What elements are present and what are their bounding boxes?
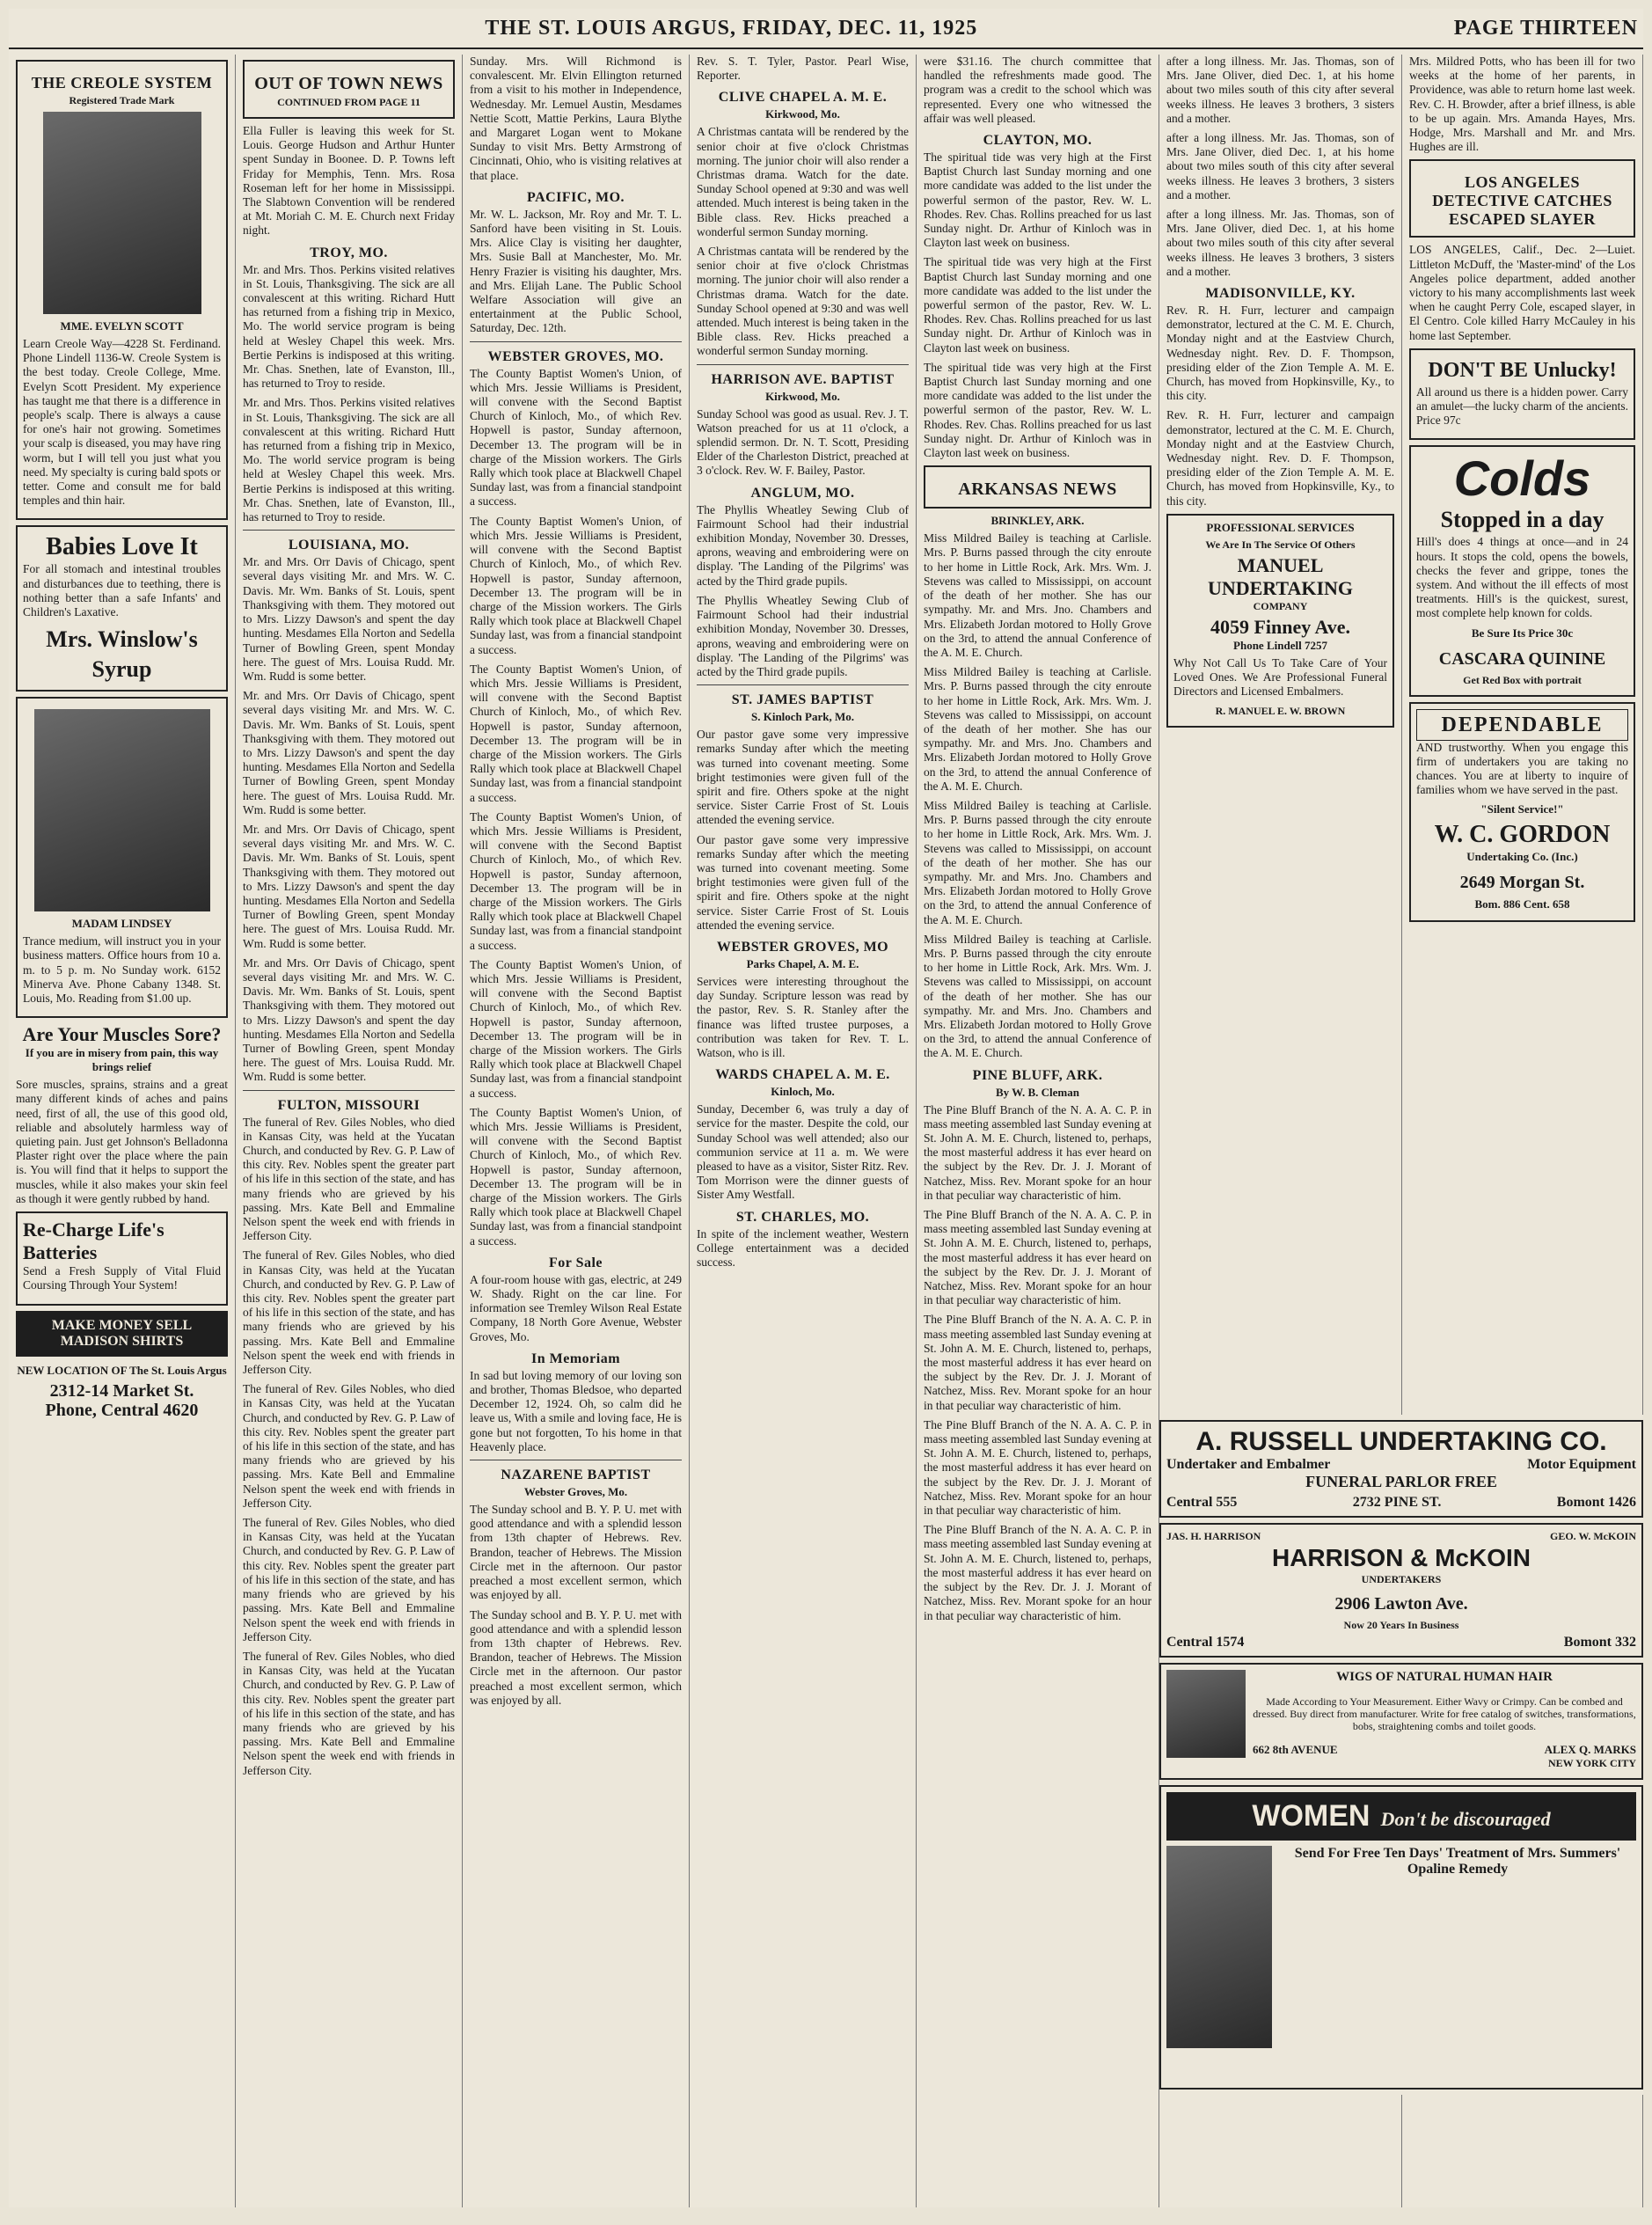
forsale-text: A four-room house with gas, electric, at 249 W. Shady. Right on the car line. For information see Tremley Wilson Real Estate Company, 18 North Gore Avenue, Webster Groves, Mo. (470, 1272, 682, 1343)
russell-name: A. RUSSELL UNDERTAKING CO. (1195, 1427, 1607, 1456)
clive-text: A Christmas cantata will be rendered by the senior choir at five o'clock Christmas morning. The junior choir will also render a Christmas drama. Watch for the date. Sunday School opened at 9:30 and was well attended. Much interest is being taken in the Bible class. Rev. Hicks preached a wonderful sermon Sunday morning. (697, 125, 909, 238)
russell-right: Motor Equipment (1527, 1457, 1636, 1472)
unlucky-text: All around us there is a hidden power. Carry an amulet—the lucky charm of the ancients. Price 97c (1416, 384, 1628, 428)
la-title: LOS ANGELES DETECTIVE CATCHES ESCAPED SLAYER (1432, 173, 1612, 229)
arkansas-title: ARKANSAS NEWS (958, 479, 1117, 500)
recharge-text: Send a Fresh Supply of Vital Fluid Coursing Through Your System! (23, 1264, 221, 1292)
recharge-ad (16, 1211, 228, 1305)
fulton-title: FULTON, MISSOURI (277, 1097, 420, 1113)
manuel-company: COMPANY (1253, 599, 1308, 612)
harrison-name: HARRISON & McKOIN (1271, 1544, 1531, 1571)
wigs-city: NEW YORK CITY (1547, 1757, 1636, 1769)
james-text-2: Our pastor gave some very impressive remarks Sunday after which the meeting was turned into covenant meeting. Some bright testimonies were given full of the spirit and fire. Others spoke at the night service. Sister Carrie Frost of St. Louis attended the evening service. (697, 832, 909, 932)
gordon-name: W. C. GORDON (1434, 821, 1611, 849)
gordon-phones: Bom. 886 Cent. 658 (1474, 897, 1570, 911)
divider (243, 1090, 455, 1091)
wigs-ad (1159, 1663, 1643, 1780)
anglum-text-2: The Phyllis Wheatley Sewing Club of Fairmount School had their industrial exhibition Monday, November 30. Dresses, aprons, weaving and embroidering were on display. 'The Landing of the Pilgrims' was acted by the Third grade pupils. (697, 593, 909, 678)
wigs-name: ALEX Q. MARKS (1544, 1743, 1636, 1756)
manuel-address: 4059 Finney Ave. (1210, 615, 1351, 638)
pine-text-2: The Pine Bluff Branch of the N. A. A. C. P. in mass meeting assembled last Sunday evening at St. John A. M. E. Church, listened to, perhaps, the most masterful address it has ever heard on the subject by the Rev. Dr. J. J. Morant of Natchez, Miss. Rev. Morant spoke for an hour in that peculiar way characteristic of him. (924, 1208, 1151, 1307)
column-2 (236, 55, 463, 2207)
russell-central: Central 555 (1166, 1495, 1238, 1510)
column-3 (463, 55, 690, 2207)
col7-top-text: Mrs. Mildred Potts, who has been ill for two weeks at the home of her parents, in Providence, was able to return home last week. Rev. C. H. Browder, after a brief illness, is able to be up again. Mrs. Amanda Hayes, Mrs. Hodge, Mrs. Marshall and Mr. and Mrs. Hughes are ill. (1409, 55, 1635, 154)
winslow-title: Mrs. Winslow's Syrup (46, 626, 198, 683)
harrison-left: JAS. H. HARRISON (1166, 1530, 1261, 1542)
unlucky-title: DON'T BE Unlucky! (1428, 358, 1617, 382)
wards-text: Sunday, December 6, was truly a day of service for the master. Despite the cold, our Sunday School was well attended; also our communion service at 11 a. m. We were pleased to have as a visitor, Sister Ritz. Rev. Tom Morrison were the dinner guests of Sister Amy Westfall. (697, 1102, 909, 1202)
argus-title: NEW LOCATION OF The St. Louis Argus (17, 1363, 227, 1377)
james-text: Our pastor gave some very impressive remarks Sunday after which the meeting was turned into covenant meeting. Some bright testimonies were given full of the spirit and fire. Others spoke at the night service. Sister Carrie Frost of St. Louis attended the evening service. (697, 728, 909, 827)
lindsey-portrait (34, 709, 210, 911)
creole-sub: Registered Trade Mark (69, 94, 175, 106)
masthead-title: THE ST. LOUIS ARGUS, FRIDAY, DEC. 11, 1925 (485, 16, 978, 40)
clayton-title: CLAYTON, MO. (983, 133, 1093, 149)
gordon-address: 2649 Morgan St. (1459, 873, 1585, 893)
recharge-title: Re-Charge Life's Batteries (23, 1219, 164, 1264)
fulton-text-4: The funeral of Rev. Giles Nobles, who died in Kansas City, was held at the Yucatan Church, and conducted by Rev. G. P. Law of this city. Rev. Nobles spent the greater part of his life in this section of the state, and has many friends who are grieved by his passing. Mrs. Kate Bell and Emmaline Nelson spent the week end with friends in Jefferson City. (243, 1516, 455, 1643)
wigs-title: WIGS OF NATURAL HUMAN HAIR (1336, 1670, 1553, 1684)
harrison-address: 2906 Lawton Ave. (1334, 1594, 1468, 1614)
harrison-right: GEO. W. McKOIN (1549, 1530, 1636, 1542)
pine-title: PINE BLUFF, ARK. (972, 1067, 1103, 1083)
fulton-text-3: The funeral of Rev. Giles Nobles, who died in Kansas City, was held at the Yucatan Church, and conducted by Rev. G. P. Law of this city. Rev. Nobles spent the greater part of his life in this section of the state, and has many friends who are grieved by his passing. Mrs. Kate Bell and Emmaline Nelson spent the week end with friends in Jefferson City. (243, 1382, 455, 1510)
louisiana-text-3: Mr. and Mrs. Orr Davis of Chicago, spent several days visiting Mr. and Mrs. W. C. Davis. Mr. Wm. Banks of St. Louis, spent Thanksgiving with them. They motored out to Mrs. Lizzy Dawson's and spent the day hunting. Mesdames Ella Norton and Sedella Turner of Bowling Green, spent Monday here. The guest of Mrs. Louisa Rudd. Mr. Wm. Rudd is some better. (243, 822, 455, 950)
russell-bomont: Bomont 1426 (1556, 1495, 1636, 1510)
col5-top-text: were $31.16. The church committee that handled the refreshments made good. The program was a credit to the school which was represented. Every one who witnessed the affair was well pleased. (924, 55, 1151, 125)
column-4 (690, 55, 917, 2207)
women-text: Send For Free Ten Days' Treatment of Mrs. Summers' Opaline Remedy (1294, 1846, 1621, 1877)
pacific-title: PACIFIC, MO. (526, 189, 625, 205)
la-header (1409, 159, 1635, 238)
col3-top-text: Sunday. Mrs. Will Richmond is convalescent. Mr. Elvin Ellington returned from a visit to his mother in Independence, Wednesday. Mr. Lemuel Austin, Mesdames Nettie Scott, Mattie Perkins, Laura Blythe and Margaret Logan went to Mokane Sunday to visit Mrs. Betty Armstrong of Cincinnati, Ohio, who is visiting relatives at that place. (470, 55, 682, 182)
colds-ad (1409, 445, 1635, 696)
pine-text: The Pine Bluff Branch of the N. A. A. C. P. in mass meeting assembled last Sunday evening at St. John A. M. E. Church, listened to, perhaps, the most masterful address it has ever heard on the subject by the Rev. Dr. J. J. Morant of Natchez, Miss. Rev. Morant spoke for an hour in that peculiar way characteristic of him. (924, 1102, 1151, 1202)
arkansas-text-2: Miss Mildred Bailey is teaching at Carlisle. Mrs. P. Burns passed through the city enroute to her home in Little Rock, Ark. Mrs. Wm. J. Stevens was called to Mississippi, on account of the death of her mother. She has our sympathy. Mr. and Mrs. Jno. Chambers and Mrs. Elizabeth Jordan motored to Holly Grove on the 3rd, to attend the annual Conference of the A. M. E. Church. (924, 665, 1151, 793)
muscles-ad (16, 1023, 228, 1206)
wards-title: WARDS CHAPEL A. M. E. (715, 1067, 890, 1083)
divider (470, 341, 682, 342)
wigs-text: Made According to Your Measurement. Either Wavy or Crimpy. Can be combed and dressed. Buy direct from manufacturer. Write for free catalog of switches, transformations, bobs, straightening combs and toilet goods. (1253, 1695, 1636, 1732)
clayton-text-2: The spiritual tide was very high at the First Baptist Church last Sunday morning and one more candidate was added to the list under the powerful sermon of the pastor, Rev. W. L. Rhodes. Rev. Chas. Rollins preached for us last Sunday night. Dr. Arthur of Kinloch was in Clayton last week on business. (924, 255, 1151, 355)
newspaper-page (9, 9, 1643, 2207)
harrison-ave-title: HARRISON AVE. BAPTIST (711, 371, 895, 387)
gordon-ad (1409, 702, 1635, 923)
harrison-years: Now 20 Years In Business (1343, 1619, 1459, 1631)
oot-header (243, 60, 455, 119)
madison-title: MADISONVILLE, KY. (1205, 286, 1356, 302)
argus-phone: Phone, Central 4620 (45, 1400, 199, 1420)
col6-top-text-2: after a long illness. Mr. Jas. Thomas, son of Mrs. Jane Oliver, died Dec. 1, at his home about two miles south of this city after several weeks illness. He leaves 3 brothers, 3 sisters and a mother. (1166, 131, 1394, 201)
col6-top-text: after a long illness. Mr. Jas. Thomas, son of Mrs. Jane Oliver, died Dec. 1, at his home about two miles south of this city after several weeks illness. He leaves 3 brothers, 3 sisters and a mother. (1166, 55, 1394, 125)
colds-brand: CASCARA QUININE (1438, 648, 1606, 669)
stcharles-text: In spite of the inclement weather, Western College entertainment was a decided success. (697, 1226, 909, 1269)
troy-text-2: Mr. and Mrs. Thos. Perkins visited relatives in St. Louis, Thanksgiving. The sick are all convalescent at this writing. Richard Hutt has returned from a fishing trip in Mexico, Mo. The world service program is being held at Wesley Chapel this week. Mrs. Bertie Perkins is indisposed at this writing. Mr. Chas. Snethen, late of Evanston, Ill., has returned to Troy to reside. (243, 396, 455, 524)
creole-name: MME. EVELYN SCOTT (60, 319, 184, 333)
argus-location (16, 1364, 228, 1420)
russell-ad (1159, 1420, 1643, 1518)
muscles-sub: If you are in misery from pain, this way brings relief (25, 1046, 219, 1074)
colds-price: Be Sure Its Price 30c (1471, 626, 1574, 640)
russell-left: Undertaker and Embalmer (1166, 1457, 1331, 1472)
unlucky-ad (1409, 348, 1635, 441)
parks-sub: Parks Chapel, A. M. E. (746, 956, 859, 970)
fulton-text-2: The funeral of Rev. Giles Nobles, who died in Kansas City, was held at the Yucatan Church, and conducted by Rev. G. P. Law of this city. Rev. Nobles spent the greater part of his life in this section of the state, and has many friends who are grieved by his passing. Mrs. Kate Bell and Emmaline Nelson spent the week end with friends in Jefferson City. (243, 1248, 455, 1377)
manuel-name: MANUEL UNDERTAKING (1207, 553, 1354, 599)
manuel-names: R. MANUEL E. W. BROWN (1215, 704, 1346, 717)
babies-title: Babies Love It (46, 533, 198, 561)
memoriam-title: In Memoriam (530, 1350, 621, 1366)
lindsey-text: Trance medium, will instruct you in your business matters. Office hours from 10 a. m. to 5 p. m. No Sunday work. 6152 Minerva Ave. Phone Cabany 1348. St. Louis, Mo. Reading from $1.00 up. (23, 934, 221, 1006)
nazarene-text: The Sunday school and B. Y. P. U. met with good attendance and with a splendid lesson from 13th chapter of Hebrews. Rev. Brandon, teacher of Hebrews. The Mission Circle met in the afternoon. Our pastor preached a most excellent sermon, which was enjoyed by all. (470, 1503, 682, 1602)
wigs-portrait (1166, 1670, 1246, 1758)
clayton-text: The spiritual tide was very high at the First Baptist Church last Sunday morning and one more candidate was added to the list under the powerful sermon of the pastor, Rev. W. L. Rhodes. Rev. Chas. Rollins preached for us last Sunday night. Dr. Arthur of Kinloch was in Clayton last week on business. (924, 150, 1151, 250)
oot-text: Ella Fuller is leaving this week for St. Louis. George Hudson and Arthur Hunter spent Sunday in Boonee. D. P. Towns left Friday for Memphis, Tenn. Mrs. Rosa Roseman left for her home in Mississippi. The Slabtown Convention will be rendered at Mt. Moriah C. M. E. Church next Friday night. (243, 124, 455, 238)
forsale-title: For Sale (548, 1255, 603, 1270)
column-5 (917, 55, 1159, 2207)
russell-free: FUNERAL PARLOR FREE (1305, 1473, 1497, 1490)
james-sub: S. Kinloch Park, Mo. (750, 710, 854, 724)
harrison-ave-sub: Kirkwood, Mo. (765, 389, 840, 403)
wigs-address: 662 8th AVENUE (1253, 1743, 1338, 1756)
muscles-title: Are Your Muscles Sore? (22, 1023, 222, 1046)
harrison-ave-text: Sunday School was good as usual. Rev. J. T. Watson preached for us at 11 o'clock, a splendid sermon. Dr. N. T. Scott, Presiding Elder of the Charleston District, preached at 3 o'clock. Rev. W. F. Bailey, Pastor. (697, 406, 909, 478)
webster-text-4: The County Baptist Women's Union, of which Mrs. Jessie Williams is President, will convene with the Second Baptist Church of Kinloch, Mo., of which Rev. Hopwell is pastor, Sunday afternoon, December 13. The program will be in charge of the Mission workers. The Girls Rally which took place at Blackwell Chapel Sunday last, was from a financial standpoint a success. (470, 809, 682, 952)
creole-ad (16, 60, 228, 520)
harrison-mckoin-ad (1159, 1523, 1643, 1658)
anglum-text: The Phyllis Wheatley Sewing Club of Fairmount School had their industrial exhibition Monday, November 30. Dresses, aprons, weaving and embroidering were on display. 'The Landing of the Pilgrims' was acted by the Third grade pupils. (697, 502, 909, 588)
harrison-bomont: Bomont 332 (1563, 1635, 1636, 1650)
harrison-central: Central 1574 (1166, 1635, 1245, 1650)
lindsey-ad (16, 697, 228, 1018)
arkansas-header (924, 465, 1151, 509)
louisiana-text-4: Mr. and Mrs. Orr Davis of Chicago, spent several days visiting Mr. and Mrs. W. C. Davis. Mr. Wm. Banks of St. Louis, spent Thanksgiving with them. They motored out to Mrs. Lizzy Dawson's and spent the day hunting. Mesdames Ella Norton and Sedella Turner of Bowling Green, spent Monday here. The guest of Mrs. Louisa Rudd. Mr. Wm. Rudd is some better. (243, 955, 455, 1084)
louisiana-text-2: Mr. and Mrs. Orr Davis of Chicago, spent several days visiting Mr. and Mrs. W. C. Davis. Mr. Wm. Banks of St. Louis, spent Thanksgiving with them. They motored out to Mrs. Lizzy Dawson's and spent the day hunting. Mesdames Ella Norton and Sedella Turner of Bowling Green, spent Monday here. The guest of Mrs. Louisa Rudd. Mr. Wm. Rudd is some better. (243, 689, 455, 816)
colds-title: Colds (1453, 450, 1591, 507)
webster-text-2: The County Baptist Women's Union, of which Mrs. Jessie Williams is President, will convene with the Second Baptist Church of Kinloch, Mo., of which Rev. Hopwell is pastor, Sunday afternoon, December 13. The program will be in charge of the Mission workers. The Girls Rally which took place at Blackwell Chapel Sunday last, was from a financial standpoint a success. (470, 514, 682, 656)
babies-text: For all stomach and intestinal troubles and disturbances due to teething, there is nothing better than a safe Infants' and Children's Laxative. (23, 562, 221, 619)
harrison-sub: UNDERTAKERS (1361, 1573, 1442, 1585)
arkansas-sub: BRINKLEY, ARK. (990, 514, 1085, 528)
creole-portrait (43, 112, 201, 314)
fulton-text: The funeral of Rev. Giles Nobles, who died in Kansas City, was held at the Yucatan Church, and conducted by Rev. G. P. Law of this city. Rev. Nobles spent the greater part of his life in this section of the state, and has many friends who are grieved by his passing. Mrs. Kate Bell and Emmaline Nelson spent the week end with friends in Jefferson City. (243, 1115, 455, 1243)
stcharles-title: ST. CHARLES, MO. (735, 1209, 870, 1225)
divider (697, 684, 909, 685)
troy-text: Mr. and Mrs. Thos. Perkins visited relatives in St. Louis, Thanksgiving. The sick are all convalescent at this writing. Richard Hutt has returned from a fishing trip in Mexico, Mo. The world service program is being held at Wesley Chapel this week. Mrs. Bertie Perkins is indisposed at this writing. Mr. Chas. Snethen, late of Evanston, Ill., has returned to Troy to reside. (243, 262, 455, 391)
arkansas-text-3: Miss Mildred Bailey is teaching at Carlisle. Mrs. P. Burns passed through the city enroute to her home in Little Rock, Ark. Mrs. Wm. J. Stevens was called to Mississippi, on account of the death of her mother. She has our sympathy. Mr. and Mrs. Jno. Chambers and Mrs. Elizabeth Jordan motored to Holly Grove on the 3rd, to attend the annual Conference of the A. M. E. Church. (924, 798, 1151, 926)
fulton-text-5: The funeral of Rev. Giles Nobles, who died in Kansas City, was held at the Yucatan Church, and conducted by Rev. G. P. Law of this city. Rev. Nobles spent the greater part of his life in this section of the state, and has many friends who are grieved by his passing. Mrs. Kate Bell and Emmaline Nelson spent the week end with friends in Jefferson City. (243, 1649, 455, 1777)
james-title: ST. JAMES BAPTIST (731, 692, 874, 708)
parks-title: WEBSTER GROVES, MO (716, 939, 889, 955)
pine-text-4: The Pine Bluff Branch of the N. A. A. C. P. in mass meeting assembled last Sunday evening at St. John A. M. E. Church, listened to, perhaps, the most masterful address it has ever heard on the subject by the Rev. Dr. J. J. Morant of Natchez, Miss. Rev. Morant spoke for an hour in that peculiar way characteristic of him. (924, 1417, 1151, 1518)
nazarene-sub: Webster Groves, Mo. (523, 1485, 628, 1499)
women-portrait (1166, 1846, 1272, 2048)
russell-address: 2732 PINE ST. (1352, 1495, 1442, 1510)
pacific-text: Mr. W. L. Jackson, Mr. Roy and Mr. T. L. Sanford have been visiting in St. Louis. Mrs. Alice Clay is visiting her daughter, Mrs. Susie Ball at Manchester, Mo. Mr. Henry Frazier is visiting his daughter, Mrs. and Mrs. Elijah Lane. The Public School Welfare Association will give an entertainment at the Public School, Saturday, Dec. 12th. (470, 207, 682, 335)
colds-box: Get Red Box with portrait (1463, 673, 1582, 686)
women-title: WOMEN (1252, 1799, 1371, 1833)
arkansas-text-4: Miss Mildred Bailey is teaching at Carlisle. Mrs. P. Burns passed through the city enroute to her home in Little Rock, Ark. Mrs. Wm. J. Stevens was called to Mississippi, on account of the death of her mother. She has our sympathy. Mr. and Mrs. Jno. Chambers and Mrs. Elizabeth Jordan motored to Holly Grove on the 3rd, to attend the annual Conference of the A. M. E. Church. (924, 932, 1151, 1060)
memoriam-text: In sad but loving memory of our loving son and brother, Thomas Bledsoe, who departed December 12, 1924. Oh, so calm did he leave us, With a smile and loving face, He is gone but not forgotten, To his home in that Heavenly place. (470, 1368, 682, 1453)
page-number: PAGE THIRTEEN (1453, 16, 1638, 40)
madison-text: Rev. R. H. Furr, lecturer and campaign demonstrator, lectured at the C. M. E. Church, Monday night and at the Eastview Church, Wednesday night. Rev. D. F. Thompson, presiding elder of the Zion Temple A. M. E. Church, has moved from Hopkinsville, Ky., to this city. (1166, 304, 1394, 403)
pine-sub: By W. B. Cleman (996, 1085, 1079, 1099)
webster-text-6: The County Baptist Women's Union, of which Mrs. Jessie Williams is President, will convene with the Second Baptist Church of Kinloch, Mo., of which Rev. Hopwell is pastor, Sunday afternoon, December 13. The program will be in charge of the Mission workers. The Girls Rally which took place at Blackwell Chapel Sunday last, was from a financial standpoint a success. (470, 1105, 682, 1248)
divider (697, 364, 909, 365)
babies-ad (16, 525, 228, 692)
clive-text-2: A Christmas cantata will be rendered by the senior choir at five o'clock Christmas morning. The junior choir will also render a Christmas drama. Watch for the date. Sunday School opened at 9:30 and was well attended. Much interest is being taken in the Bible class. Rev. Hicks preached a wonderful sermon Sunday morning. (697, 245, 909, 358)
masthead (9, 9, 1643, 49)
creole-title: THE CREOLE SYSTEM (31, 74, 213, 91)
manuel-phone: Phone Lindell 7257 (1233, 638, 1327, 652)
madison-text-2: Rev. R. H. Furr, lecturer and campaign demonstrator, lectured at the C. M. E. Church, Monday night and at the Eastview Church, Wednesday night. Rev. D. F. Thompson, presiding elder of the Zion Temple A. M. E. Church, has moved from Hopkinsville, Ky., to this city. (1166, 408, 1394, 508)
argus-address: 2312-14 Market St. (49, 1380, 194, 1401)
troy-title: TROY, MO. (310, 245, 388, 260)
lindsey-name: MADAM LINDSEY (71, 917, 172, 931)
webster-text: The County Baptist Women's Union, of which Mrs. Jessie Williams is President, will convene with the Second Baptist Church of Kinloch, Mo., of which Rev. Hopwell is pastor, Sunday afternoon, December 13. The program will be in charge of the Mission workers. The Girls Rally which took place at Blackwell Chapel Sunday last, was from a financial standpoint a success. (470, 366, 682, 509)
la-text: LOS ANGELES, Calif., Dec. 2—Luiet. Littleton McDuff, the 'Master-mind' of the Los Angeles police department, added another victory to his many accomplishments last week when he caught Perry Cole, escaped slayer, in El Centro. Cole killed Harry McCauley in his home last September. (1409, 243, 1635, 342)
prof-sub: We Are In The Service Of Others (1205, 538, 1356, 551)
louisiana-text: Mr. and Mrs. Orr Davis of Chicago, spent several days visiting Mr. and Mrs. W. C. Davis. Mr. Wm. Banks of St. Louis, spent Thanksgiving with them. They motored out to Mrs. Lizzy Dawson's and spent the day hunting. Mesdames Ella Norton and Sedella Turner of Bowling Green, spent Monday here. The guest of Mrs. Louisa Rudd. Mr. Wm. Rudd is some better. (243, 555, 455, 683)
pine-text-3: The Pine Bluff Branch of the N. A. A. C. P. in mass meeting assembled last Sunday evening at St. John A. M. E. Church, listened to, perhaps, the most masterful address it has ever heard on the subject by the Rev. Dr. J. J. Morant of Natchez, Miss. Rev. Morant spoke for an hour in that peculiar way characteristic of him. (924, 1313, 1151, 1412)
webster-text-5: The County Baptist Women's Union, of which Mrs. Jessie Williams is President, will convene with the Second Baptist Church of Kinloch, Mo., of which Rev. Hopwell is pastor, Sunday afternoon, December 13. The program will be in charge of the Mission workers. The Girls Rally which took place at Blackwell Chapel Sunday last, was from a financial standpoint a success. (470, 957, 682, 1100)
webster-text-3: The County Baptist Women's Union, of which Mrs. Jessie Williams is President, will convene with the Second Baptist Church of Kinloch, Mo., of which Rev. Hopwell is pastor, Sunday afternoon, December 13. The program will be in charge of the Mission workers. The Girls Rally which took place at Blackwell Chapel Sunday last, was from a financial standpoint a success. (470, 662, 682, 804)
shirts-ad: MAKE MONEY SELL MADISON SHIRTS (16, 1311, 228, 1357)
clive-title: CLIVE CHAPEL A. M. E. (718, 90, 888, 106)
nazarene-text-2: The Sunday school and B. Y. P. U. met with good attendance and with a splendid lesson from 13th chapter of Hebrews. Rev. Brandon, teacher of Hebrews. The Mission Circle met in the afternoon. Our pastor preached a most excellent sermon, which was enjoyed by all. (470, 1607, 682, 1707)
col4-top-text: Rev. S. T. Tyler, Pastor. Pearl Wise, Reporter. (697, 55, 909, 83)
webster-title: WEBSTER GROVES, MO. (487, 348, 664, 364)
divider (243, 530, 455, 531)
clive-sub: Kirkwood, Mo. (765, 107, 840, 121)
gordon-sub: Undertaking Co. (Inc.) (1466, 850, 1578, 864)
anglum-title: ANGLUM, MO. (750, 485, 855, 501)
colds-text: Hill's does 4 things at once—and in 24 hours. It stops the cold, opens the bowels, checks the fever and grippe, tones the system. And without the ill effects of most treatments. Hill's is the quickest, surest, most complete help known for colds. (1416, 535, 1628, 620)
parks-text: Services were interesting throughout the day Sunday. Scripture lesson was read by the pastor, Rev. S. R. Stanley after the finance was lifted trustee purposes, a contribution was taken for Rev. T. L. Watson, who is ill. (697, 974, 909, 1059)
women-sub: Don't be discouraged (1380, 1808, 1551, 1830)
nazarene-title: NAZARENE BAPTIST (501, 1467, 651, 1483)
pine-text-5: The Pine Bluff Branch of the N. A. A. C. P. in mass meeting assembled last Sunday evening at St. John A. M. E. Church, listened to, perhaps, the most masterful address it has ever heard on the subject by the Rev. Dr. J. J. Morant of Natchez, Miss. Rev. Morant spoke for an hour in that peculiar way characteristic of him. (924, 1523, 1151, 1622)
creole-text: Learn Creole Way—4228 St. Ferdinand. Phone Lindell 1136-W. Creole System is the best today. Creole College, Mme. Evelyn Scott President. My experience has taught me that there is a difference in people's scalp. There is always a cause for one's hair not growing. Sometimes your scalp is diseased, you may have ring worm, but I will tell you just what you need. My specialty is curing bald spots or tetter. Come and consult me for bald temples and thin hair. (23, 337, 221, 508)
col6-top-text-3: after a long illness. Mr. Jas. Thomas, son of Mrs. Jane Oliver, died Dec. 1, at his home about two miles south of this city after several weeks illness. He leaves 3 brothers, 3 sisters and a mother. (1166, 208, 1394, 278)
manuel-ad (1166, 514, 1394, 728)
prof-title: PROFESSIONAL SERVICES (1206, 520, 1355, 534)
manuel-text: Why Not Call Us To Take Care of Your Loved Ones. We Are Professional Funeral Directors and Licensed Embalmers. (1173, 655, 1387, 699)
oot-sub: CONTINUED FROM PAGE 11 (277, 96, 420, 108)
muscles-text: Sore muscles, sprains, strains and a great many different kinds of aches and pains need, first of all, the use of this good old, reliable and absolutely harmless way of quieting pain. Just get Johnson's Belladonna Plaster right over the place where the pain is. You will find that it helps to support the muscles, while it also makes your skin feel as though it were gently rubbed by hand. (16, 1078, 228, 1205)
clayton-text-3: The spiritual tide was very high at the First Baptist Church last Sunday morning and one more candidate was added to the list under the powerful sermon of the pastor, Rev. W. L. Rhodes. Rev. Chas. Rollins preached for us last Sunday night. Dr. Arthur of Kinloch was in Clayton last week on business. (924, 360, 1151, 460)
dependable-title: DEPENDABLE (1416, 709, 1628, 741)
women-ad (1159, 1785, 1643, 2090)
wards-sub: Kinloch, Mo. (771, 1085, 835, 1099)
colds-sub: Stopped in a day (1440, 507, 1604, 533)
oot-title: OUT OF TOWN NEWS (254, 74, 443, 93)
arkansas-text: Miss Mildred Bailey is teaching at Carlisle. Mrs. P. Burns passed through the city enroute to her home in Little Rock, Ark. Mrs. Wm. J. Stevens was called to Mississippi, on account of the death of her mother. She has our sympathy. Mr. and Mrs. Jno. Chambers and Mrs. Elizabeth Jordan motored to Holly Grove on the 3rd, to attend the annual Conference of the A. M. E. Church. (924, 531, 1151, 659)
dependable-text: AND trustworthy. When you engage this firm of undertakers you are taking no chances. You are at liberty to inquire of families whom we have served in the past. (1416, 740, 1628, 797)
louisiana-title: LOUISIANA, MO. (288, 538, 410, 553)
bottom-ads (1159, 1415, 1643, 2095)
column-1 (9, 55, 236, 2207)
silent-service: "Silent Service!" (1480, 802, 1564, 816)
